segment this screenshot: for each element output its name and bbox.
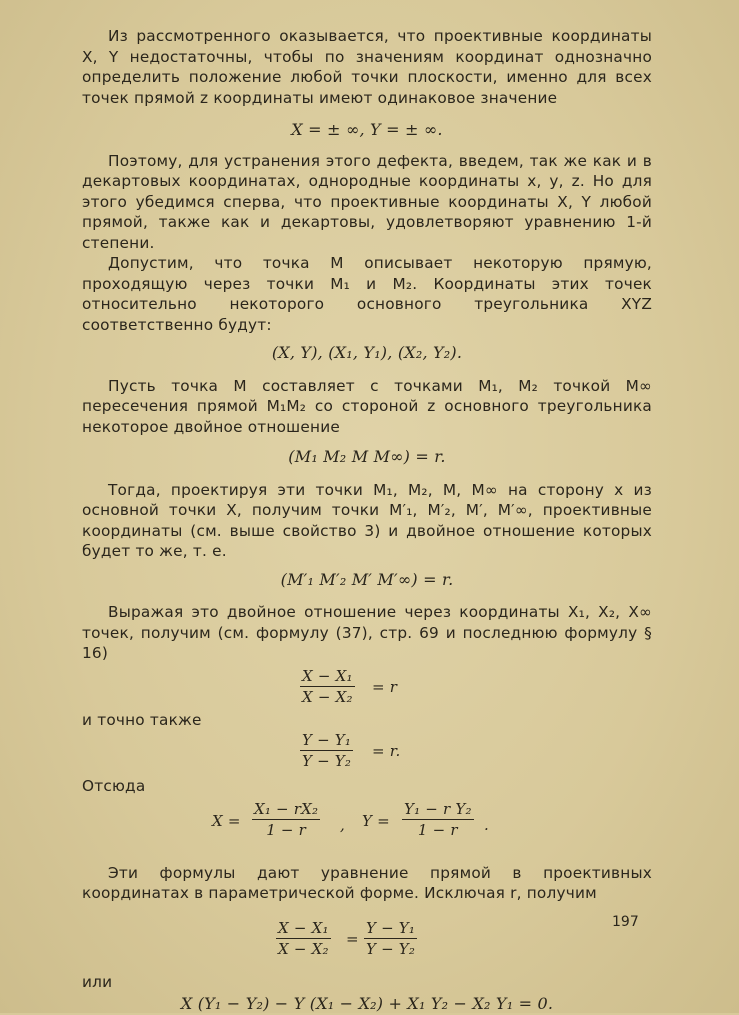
formula-infinity: X = ± ∞, Y = ± ∞. [291,120,443,139]
fraction-block-x [82,664,652,710]
line-fraction-y: $\frac{\text{Y − Y₁}}{\text{Y − Y₂}}$ [366,918,416,958]
param-y-sep: . [484,815,489,834]
paragraph-8: Отсюда [82,777,146,795]
paragraph-9: Эти формулы дают уравнение прямой в проективных координатах в параметрической форме. Исключая r, получим [82,863,652,902]
page-text [82,26,652,1015]
fraction-block-parametric [82,797,652,849]
fraction-y-rhs: = r. [372,742,401,760]
line-fraction-eq: = [346,929,359,948]
fraction-block-y [82,730,652,776]
paragraph-7: и точно также [82,710,202,729]
paragraph-2: Поэтому, для устранения этого дефекта, введем, так же как и в декартовых координатах, однородные координаты x, y, z. Но для этого убедимся сперва, что проективные координаты X, Y любой прямой, также как и декартовы, удовлетворяют уравнению 1-й степени. [82,151,652,252]
line-fraction-x: $\frac{\text{X − X₁}}{\text{X − X₂}}$ [278,918,329,958]
fraction-x: $\frac{\text{X − X₁}}{\text{X − X₂}}$ [302,666,353,706]
fraction-y: $\frac{\text{Y − Y₁}}{\text{Y − Y₂}}$ [302,731,352,770]
formula-cross-ratio-projected: (M′₁ M′₂ M′ M′∞) = r. [280,569,454,589]
paragraph-1: Из рассмотренного оказывается, что проективные координаты X, Y недостаточны, чтобы по значениям координат однозначно определить положение любой точки плоскости, именно для всех точек прямой z координаты имеют одинаковое значение [82,27,652,107]
param-x-lhs: X = [212,811,241,830]
fraction-block-line-equation [82,916,652,972]
param-y-lhs: Y = [362,811,390,830]
formula-cross-ratio: (M₁ M₂ M M∞) = r. [288,447,446,466]
formula-coordinates: (X, Y), (X₁, Y₁), (X₂, Y₂). [271,343,463,362]
param-y-fraction: $\frac{\text{Y₁ − r Y₂}}{1 - r}$ [404,799,472,839]
paragraph-4: Пусть точка M составляет с точками M₁, M₂ точкой M∞ пересечения прямой M₁M₂ со стороной z основного треугольника некоторое двойное отношение [82,376,652,436]
paragraph-10: или [82,972,113,991]
paragraph-6: Выражая это двойное отношение через координаты X₁, X₂, X∞ точек, получим (см. формулу (37), стр. 69 и последнюю формулу § 16) [82,603,652,662]
paragraph-5: Тогда, проектируя эти точки M₁, M₂, M, M∞ на сторону x из основной точки X, получим точки M′₁, M′₂, M′, M′∞, проективные координаты (см. выше свойство 3) и двойное отношение которых будет то же, т. е. [82,480,652,560]
fraction-x-rhs: = r [372,677,398,696]
param-x-sep: , [340,815,345,834]
param-x-fraction: $\frac{\text{X₁ − rX₂}}{1 - r}$ [254,799,319,839]
formula-line-equation: X (Y₁ − Y₂) − Y (X₁ − X₂) + X₁ Y₂ − X₂ Y₁ = 0. [180,994,554,1013]
paragraph-3: Допустим, что точка M описывает некоторую прямую, проходящую через точки M₁ и M₂. Координаты этих точек относительно некоторого основного треугольника XYZ соответственно будут: [82,254,652,334]
page-number: 197 [612,914,639,930]
